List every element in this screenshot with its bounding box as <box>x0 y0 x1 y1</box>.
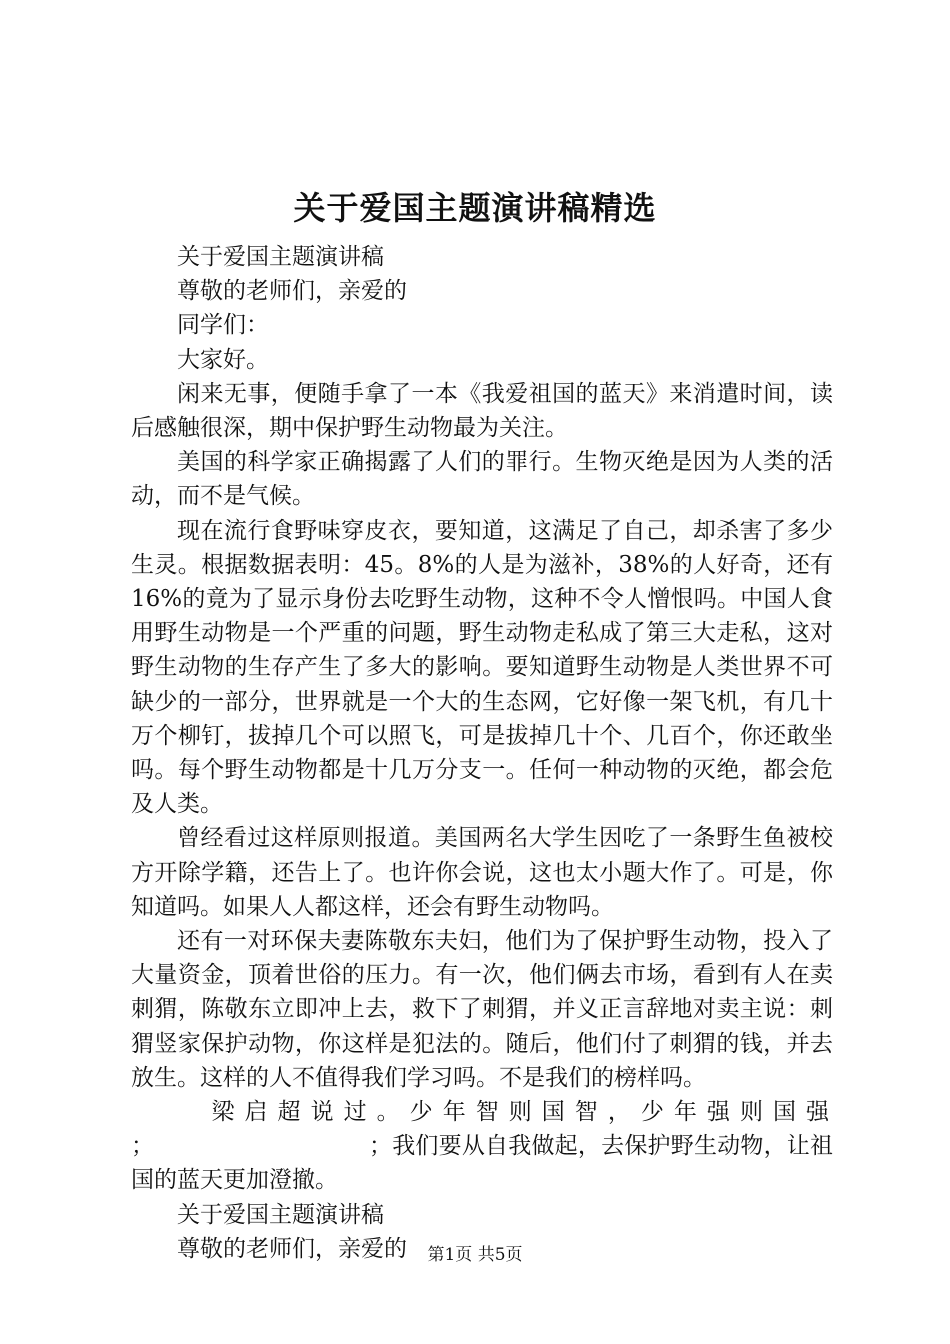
paragraph-heading-repeat: 关于爱国主题演讲稿 <box>177 1201 384 1228</box>
paragraph-salutation-cont: 同学们： <box>177 312 269 339</box>
paragraph-salutation-repeat: 尊敬的老师们，亲爱的 <box>177 1235 407 1262</box>
paragraph-wild-food: 现在流行食野味穿皮衣，要知道，这满足了自己，却杀害了多少生灵。根据数据表明：45。8%的人是为滋补，38%的人好奇，还有16%的竟为了显示身份去吃野生动物，这种不令人憎恨吗。中国人食用野生动物是一个严重的问题，野生动物走私成了第三大走私，这对野生动物的生存产生了多大的影响。要知道野生动物是人类世界不可缺少的一部分，世界就是一个大的生态网，它好像一架飞机，有几十万个柳钉，拔掉几个可以照飞，可是拔掉几十个、几百个，你还敢坐吗。每个野生动物都是十几万分支一。任何一种动物的灭绝，都会危及人类。 <box>131 517 833 818</box>
paragraph-intro: 闲来无事，便随手拿了一本《我爱祖国的蓝天》来消遣时间，读后感触很深，期中保护野生动物最为关注。 <box>131 380 833 442</box>
paragraph-heading: 关于爱国主题演讲稿 <box>177 244 384 270</box>
paragraph-report: 曾经看过这样原则报道。美国两名大学生因吃了一条野生鱼被校方开除学籍，还告上了。也许你会说，这也太小题大作了。可是，你知道吗。如果人人都这样，还会有野生动物吗。 <box>131 825 833 920</box>
paragraph-closing <box>131 1129 833 1197</box>
quote-semicolon: ； <box>131 1133 154 1160</box>
document-body <box>131 240 833 1266</box>
page-indicator: 第1页 共5页 <box>427 1245 523 1265</box>
paragraph-couple: 还有一对环保夫妻陈敬东夫妇，他们为了保护野生动物，投入了大量资金，顶着世俗的压力。有一次，他们俩去市场，看到有人在卖刺猬，陈敬东立即冲上去，救下了刺猬，并义正言辞地对卖主说：刺猬竖家保护动物，你这样是犯法的。随后，他们付了刺猬的钱，并去放生。这样的人不值得我们学习吗。不是我们的榜样吗。 <box>131 928 833 1091</box>
paragraph-quote: 梁启超说过。少年智则国智，少年强则国强 <box>211 1099 833 1126</box>
closing-text: ；我们要从自我做起，去保护野生动物，让祖国的蓝天更加澄撤。 <box>131 1133 833 1194</box>
paragraph-greeting: 大家好。 <box>177 346 269 373</box>
document-title: 关于爱国主题演讲稿精选 <box>293 189 657 227</box>
paragraph-salutation: 尊敬的老师们，亲爱的 <box>177 278 407 305</box>
paragraph-scientists: 美国的科学家正确揭露了人们的罪行。生物灭绝是因为人类的活动，而不是气候。 <box>131 449 833 510</box>
